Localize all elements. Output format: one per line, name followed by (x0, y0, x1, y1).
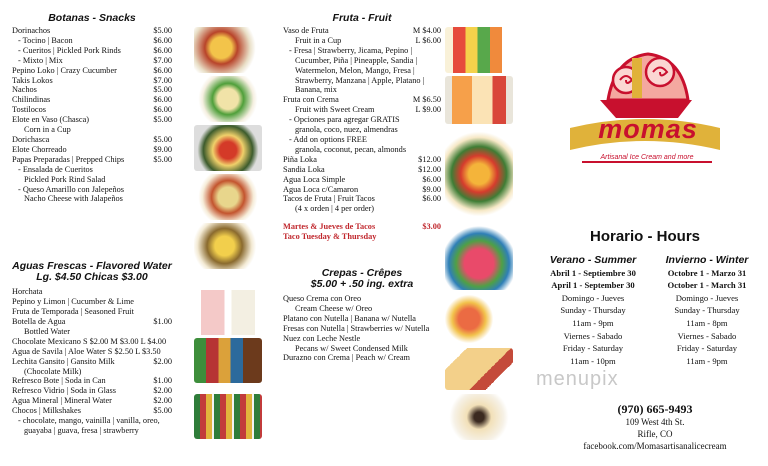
menu-item-price: $7.00 (153, 75, 172, 85)
address-city: Rifle, CO (637, 429, 673, 439)
menu-item (12, 337, 172, 347)
aguas-list (12, 287, 172, 436)
menu-item-name: Fruta con Crema (283, 95, 339, 105)
menu-item-name: - Cueritos | Pickled Pork Rinds (18, 45, 121, 55)
menu-item (12, 26, 172, 36)
menu-item-name: Pepino Loko | Crazy Cucumber (12, 65, 117, 75)
menu-item-price: $1.00 (153, 376, 172, 386)
menu-item (283, 194, 441, 204)
contact-block (560, 402, 750, 452)
menu-item-price: $5.00 (153, 26, 172, 35)
nachos-photo (194, 76, 262, 122)
menu-item (12, 145, 172, 155)
fruta-crema-photo (445, 76, 513, 124)
menu-item-name: - Queso Amarillo con Jalepeños (18, 184, 124, 194)
menu-item (283, 145, 441, 155)
menu-item (12, 327, 172, 337)
menu-item (12, 46, 172, 56)
taco-special-line1: Martes & Jueves de Tacos (283, 222, 376, 232)
menu-item-name: Bottled Water (24, 326, 70, 336)
menu-item (12, 36, 172, 46)
menu-item-name: Pickled Pork Rind Salad (24, 174, 106, 184)
summer-line: Friday - Saturday (562, 343, 624, 354)
summer-line: Abril 1 - Septiembre 30 (550, 267, 636, 278)
menu-item (12, 317, 172, 327)
menu-item-name: Vaso de Fruta (283, 26, 329, 35)
aguas-frescas-photo (194, 290, 262, 335)
menu-item (12, 194, 172, 204)
menu-item-name: Nachos (12, 85, 37, 95)
menu-item-name: Dorinachos (12, 26, 51, 35)
menu-item-name: Lechita Gansito | Gansito Milk (12, 356, 115, 366)
menu-item (12, 416, 172, 426)
fruta-list (283, 26, 441, 214)
taco-special-price: $3.00 (422, 222, 441, 232)
menu-item (283, 125, 441, 135)
menu-item-name: Watermelon, Melon, Mango, Fresa | (295, 65, 415, 75)
menu-item (283, 185, 441, 195)
ice-cream-logo-icon (560, 28, 730, 168)
menu-item-price: $5.00 (153, 85, 172, 95)
crepas-photo (445, 394, 513, 440)
menu-item (283, 115, 441, 125)
aguas-subtitle: Lg. $4.50 Chicas $3.00 (36, 271, 148, 284)
menu-item (12, 376, 172, 386)
menu-item-name: Cucumber, Piña | Pineapple, Sandia | (295, 55, 418, 65)
menu-item-name: Fruit with Sweet Cream (295, 105, 375, 115)
menu-item (283, 204, 441, 214)
menu-item (12, 85, 172, 95)
dorinachos-photo (194, 27, 262, 73)
fruit-column (283, 0, 441, 363)
menu-item (12, 185, 172, 195)
menu-item-price: M $4.00 (412, 26, 441, 35)
brand-tagline: Artisanal Ice Cream and more (582, 154, 712, 163)
menu-item (12, 155, 172, 165)
menu-item-name: Nacho Cheese with Jalapeños (24, 194, 123, 204)
menu-item-name: Agua de Savila | Aloe Water S $2.50 L $3.50 (12, 346, 161, 356)
menu-item-name: Tostilocos (12, 105, 46, 115)
summer-line: 11am - 10pm (570, 355, 616, 366)
menu-item-price: $6.00 (153, 95, 172, 105)
menu-item (12, 105, 172, 115)
menupix-watermark: menupix (536, 368, 619, 390)
menu-item (12, 297, 172, 307)
menu-item-name: Pecans w/ Sweet Condensed Milk (295, 343, 408, 353)
taco-special (283, 222, 441, 232)
menu-item (283, 95, 441, 105)
menu-item-name: Banana, mix (295, 85, 337, 95)
hours-title: Horario - Hours (589, 228, 700, 245)
menu-item (283, 76, 441, 86)
menu-item-name: Botella de Agua (12, 317, 66, 327)
crepas-list (283, 294, 441, 363)
sandia-loka-photo (445, 224, 513, 290)
menu-item-name: granola, coconut, pecan, almonds (295, 144, 407, 154)
menu-item-name: - chocolate, mango, vainilla | vanilla, oreo, (18, 416, 160, 426)
menu-item (12, 396, 172, 406)
menu-item (12, 115, 172, 125)
menu-item-price: $5.00 (153, 406, 172, 416)
menu-item (283, 105, 441, 115)
menu-item (283, 294, 441, 304)
menu-item-name: Horchata (12, 287, 43, 297)
menu-item (283, 36, 441, 46)
menu-item-price: $6.00 (153, 35, 172, 45)
menu-item (283, 353, 441, 363)
pina-loka-photo (445, 128, 513, 220)
botanas-list (12, 26, 172, 204)
menu-item-price: $5.00 (153, 134, 172, 144)
menu-item-name: Agua Loca Simple (283, 174, 346, 184)
menu-item (12, 125, 172, 135)
menu-item-price: $2.00 (153, 356, 172, 366)
menu-item-name: Strawberry, Manzana | Apple, Platano | (295, 75, 425, 85)
menu-item (283, 135, 441, 145)
elote-photo (194, 223, 262, 269)
menu-item (283, 66, 441, 76)
menu-item-name: Sandia Loka (283, 164, 325, 174)
menu-item-name: granola, coco, nuez, almendras (295, 125, 398, 135)
menu-item-name: Dorichasca (12, 134, 50, 144)
menu-item (12, 367, 172, 377)
menu-item-name: Nuez con Leche Nestle (283, 333, 361, 343)
menu-item (12, 426, 172, 436)
menu-item-price: $9.00 (153, 144, 172, 154)
menu-item (12, 56, 172, 66)
menu-item-name: Agua Mineral | Mineral Water (12, 396, 112, 406)
winter-line: 11am - 8pm (686, 317, 728, 328)
summer-line: Viernes - Sabado (563, 330, 623, 341)
chips-photo (194, 174, 262, 220)
menu-item-name: - Add on options FREE (289, 134, 367, 144)
menu-item-name: Pepino y Limon | Cucumber & Lime (12, 297, 134, 307)
menu-item (283, 155, 441, 165)
botanas-title: Botanas - Snacks (48, 12, 136, 24)
summer-line: Sunday - Thursday (560, 305, 626, 316)
menu-item (12, 386, 172, 396)
summer-line: 11am - 9pm (572, 317, 614, 328)
menu-item-price: $1.00 (153, 317, 172, 327)
menu-item-name: Takis Lokos (12, 75, 53, 85)
facebook-link[interactable]: facebook.com/Momasartisanalicecream (583, 441, 727, 451)
winter-hours (651, 254, 763, 367)
menu-item (283, 314, 441, 324)
menu-item (12, 307, 172, 317)
summer-heading: Verano - Summer (549, 254, 637, 266)
menu-item-price: M $6.50 (412, 95, 441, 105)
crepas-subtitle: $5.00 + .50 ing. extra (310, 278, 414, 291)
menu-item-price: $2.00 (153, 386, 172, 396)
menu-item (283, 165, 441, 175)
menu-item-price: $6.00 (422, 174, 441, 184)
winter-line: Viernes - Sabado (677, 330, 737, 341)
menu-item (283, 324, 441, 334)
aguas-title: Aguas Frescas - Flavored Water (12, 260, 172, 273)
menu-item (12, 347, 172, 357)
phone-number[interactable]: (970) 665-9493 (617, 402, 693, 416)
menu-item-price: $9.00 (422, 184, 441, 194)
menu-item-price: $5.00 (153, 154, 172, 164)
menu-item-name: Fruta de Temporada | Seasoned Fruit (12, 307, 134, 317)
taco-special-english (283, 232, 441, 242)
menu-item-price: $12.00 (418, 164, 441, 174)
menu-item (12, 175, 172, 185)
menu-item-name: Durazno con Crema | Peach w/ Cream (283, 353, 410, 363)
menu-item-name: - Opciones para agregar GRATIS (289, 115, 400, 125)
menu-item-name: Chocos | Milkshakes (12, 406, 81, 416)
menu-item (12, 135, 172, 145)
menu-item-name: Cream Cheese w/ Oreo (295, 303, 373, 313)
brand-name: momas (598, 114, 698, 144)
snacks-column (12, 0, 172, 436)
taco-special-line2: Taco Tuesday & Thursday (283, 232, 377, 242)
menu-item-name: Elote Chorreado (12, 144, 67, 154)
winter-line: Domingo - Jueves (675, 292, 739, 303)
menu-item-price: L $6.00 (415, 35, 441, 45)
menu-item-price: $6.00 (422, 194, 441, 204)
menu-item (12, 406, 172, 416)
menu-item-name: - Ensalada de Cueritos (18, 164, 93, 174)
winter-heading: Invierno - Winter (665, 254, 749, 266)
menu-item-name: Elote en Vaso (Chasca) (12, 115, 90, 125)
fruit-cups-photo (445, 27, 513, 73)
menu-item-name: Fresas con Nutella | Strawberries w/ Nutella (283, 323, 430, 333)
menu-item-name: Chilindinas (12, 95, 51, 105)
menu-item (283, 304, 441, 314)
menu-item (283, 56, 441, 66)
menu-item (12, 95, 172, 105)
tostilocos-photo (194, 125, 262, 171)
winter-line: October 1 - March 31 (667, 280, 747, 291)
menu-item-name: Agua Loca c/Camaron (283, 184, 359, 194)
menu-item-name: (Chocolate Milk) (24, 366, 82, 376)
bottles-photo (194, 394, 262, 439)
menu-item-price: $6.00 (153, 45, 172, 55)
menu-item-name: Refresco Vidrio | Soda in Glass (12, 386, 117, 396)
menu-item (283, 334, 441, 344)
menu-item-price: $12.00 (418, 154, 441, 164)
menu-item-price: L $9.00 (415, 105, 441, 115)
menu-item-name: Chocolate Mexicano S $2.00 M $3.00 L $4.00 (12, 336, 167, 346)
momas-logo (560, 28, 730, 168)
menu-item-name: Queso Crema con Oreo (283, 294, 362, 304)
menu-item-price: $6.00 (153, 65, 172, 75)
summer-hours (533, 254, 653, 367)
winter-line: 11am - 9pm (686, 355, 728, 366)
menu-item-name: - Tocino | Bacon (18, 35, 73, 45)
fruit-tacos-photo (445, 348, 513, 390)
menu-item-name: Tacos de Fruta | Fruit Tacos (283, 194, 375, 204)
menu-item-price: $6.00 (153, 105, 172, 115)
winter-line: Friday - Saturday (676, 343, 738, 354)
summer-line: April 1 - September 30 (551, 280, 635, 291)
winter-line: Octobre 1 - Marzo 31 (667, 267, 747, 278)
menu-item-price: $5.00 (153, 115, 172, 125)
menu-item (283, 26, 441, 36)
menu-item-name: - Mixto | Mix (18, 55, 63, 65)
menu-item (12, 357, 172, 367)
menu-item-name: Fruit in a Cup (295, 35, 342, 45)
menu-item-name: (4 x orden | 4 per order) (295, 204, 375, 214)
menu-item-name: Piña Loka (283, 154, 317, 164)
menu-item-name: Corn in a Cup (24, 125, 71, 135)
menu-item-price: $2.00 (153, 396, 172, 406)
menu-item-name: guayaba | guava, fresa | strawberry (24, 426, 139, 435)
agua-loca-photo (445, 294, 493, 344)
menu-item-name: - Fresa | Strawberry, Jicama, Pepino | (289, 45, 413, 55)
summer-line: Domingo - Jueves (561, 292, 625, 303)
menu-item (283, 85, 441, 95)
menu-item (12, 165, 172, 175)
sodas-photo (194, 338, 262, 383)
menu-item (283, 46, 441, 56)
menu-item (12, 76, 172, 86)
menu-item (12, 287, 172, 297)
menu-item-price: $7.00 (153, 55, 172, 65)
fruta-title: Fruta - Fruit (332, 12, 392, 24)
winter-line: Sunday - Thursday (674, 305, 740, 316)
address-street: 109 West 4th St. (625, 417, 685, 427)
menu-item (283, 344, 441, 354)
menu-item (283, 175, 441, 185)
menu-item-name: Refresco Bote | Soda in Can (12, 376, 106, 386)
menu-item-name: Papas Preparadas | Prepped Chips (12, 154, 125, 164)
menu-item (12, 66, 172, 76)
crepas-title: Crepas - Crêpes (321, 267, 403, 280)
menu-item-name: Platano con Nutella | Banana w/ Nutella (283, 313, 416, 323)
